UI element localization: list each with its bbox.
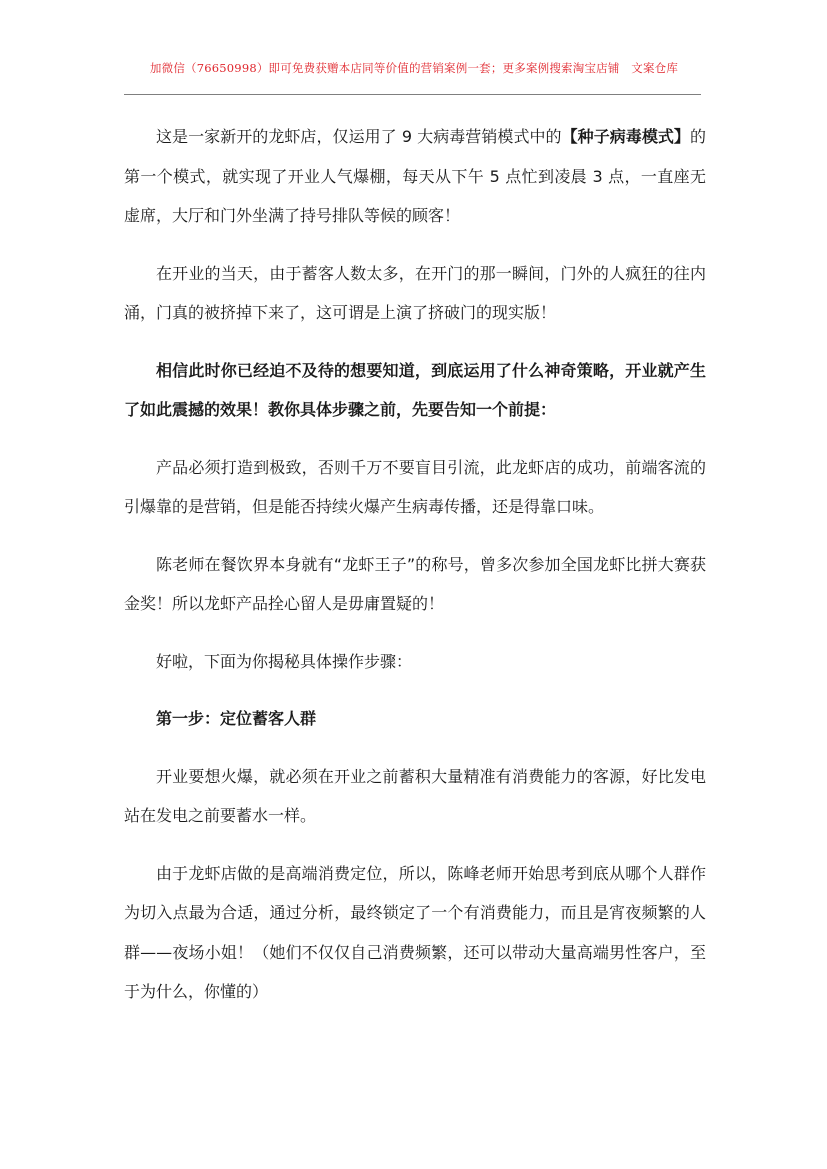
header-notice: 加微信（76650998）即可免费获赠本店同等价值的营销案例一套；更多案例搜索淘宝店铺 文案仓库 [149,61,679,75]
header-divider [124,94,701,95]
paragraph-transition: 好啦，下面为你揭秘具体操作步骤： [156,651,413,671]
paragraph-teacher: 陈老师在餐饮界本身就有“龙虾王子”的称号，曾多次参加全国龙虾比拼大赛获金奖！所以龙虾产品拴心留人是毋庸置疑的！ [124,554,706,613]
paragraph-opening-day: 在开业的当天，由于蓄客人数太多，在开门的那一瞬间，门外的人疯狂的往内涌，门真的被挤掉下来了，这可谓是上演了挤破门的现实版！ [124,263,706,322]
seed-virus-mode-highlight: 【种子病毒模式】 [561,127,690,146]
paragraph-intro [124,117,706,236]
paragraph-product: 产品必须打造到极致，否则千万不要盲目引流，此龙虾店的成功，前端客流的引爆靠的是营销，但是能否持续火爆产生病毒传播，还是得靠口味。 [124,457,706,516]
step-one-heading: 第一步：定位蓄客人群 [156,709,317,728]
paragraph-step-one: 开业要想火爆，就必须在开业之前蓄积大量精准有消费能力的客源，好比发电站在发电之前要蓄水一样。 [124,766,706,825]
paragraph-premise: 相信此时你已经迫不及待的想要知道，到底运用了什么神奇策略，开业就产生了如此震撼的效果！教你具体步骤之前，先要告知一个前提： [124,360,706,419]
document-body [124,117,706,1030]
paragraph-target-crowd: 由于龙虾店做的是高端消费定位，所以，陈峰老师开始思考到底从哪个人群作为切入点最为合适，通过分析，最终锁定了一个有消费能力，而且是宵夜频繁的人群——夜场小姐！（她们不仅仅自己消费频繁，还可以带动大量高端男性客户，至于为什么，你懂的） [124,863,706,1001]
paragraph-intro-text: 这是一家新开的龙虾店，仅运用了 9 大病毒营销模式中的 [156,127,562,146]
paragraph-intro-text-cont: 的第一个模式，就实现了开业人气爆棚，每天从下午 5 点忙到凌晨 3 点，一直座无虚席，大厅和门外坐满了持号排队等候的顾客！ [124,127,706,225]
